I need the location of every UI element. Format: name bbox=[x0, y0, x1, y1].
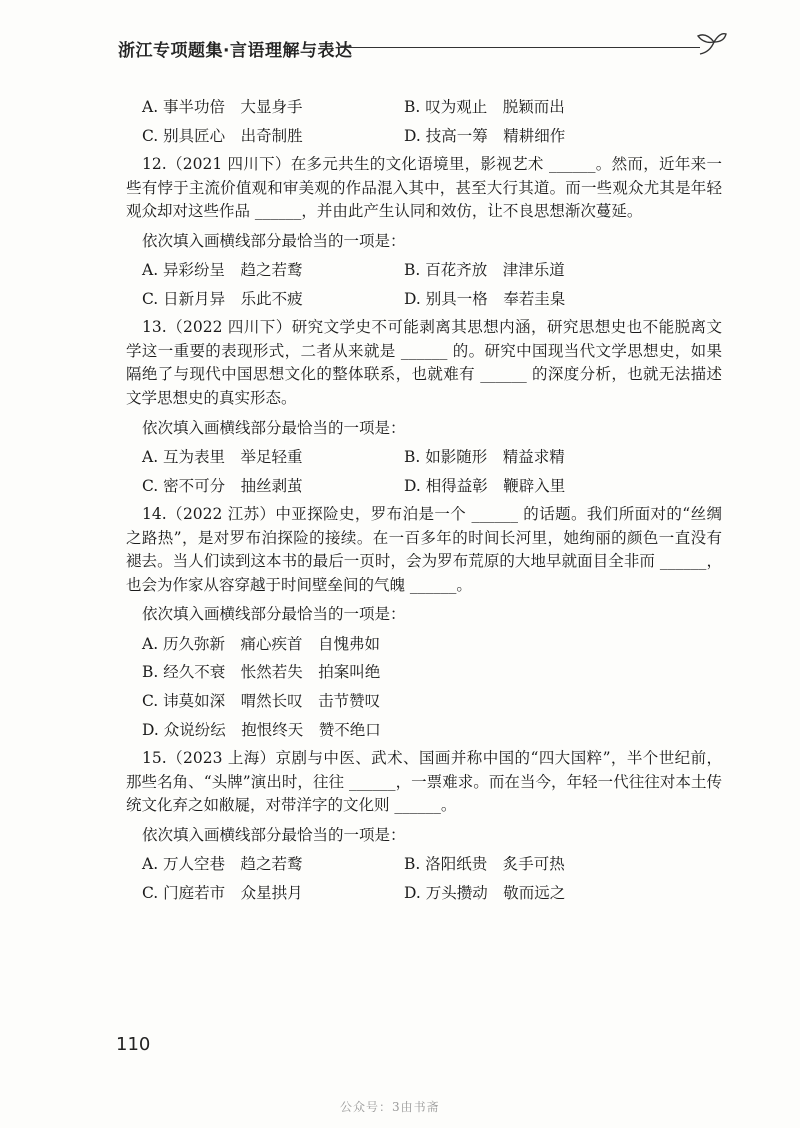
q14-option-a: A. 历久弥新 痛心疾首 自愧弗如 bbox=[142, 634, 381, 653]
question-content bbox=[126, 96, 722, 910]
q13-option-d: D. 相得益彰 鞭辟入里 bbox=[404, 476, 566, 495]
page-number: 110 bbox=[116, 1034, 151, 1055]
q15-options-row-1 bbox=[142, 853, 722, 877]
q12-prompt: 依次填入画横线部分最恰当的一项是： bbox=[142, 231, 406, 250]
q15-options-row-2 bbox=[142, 882, 722, 906]
q12-option-c: C. 日新月异 乐此不疲 bbox=[142, 289, 303, 308]
q12-options-row-2 bbox=[142, 288, 722, 312]
q12-option-b: B. 百花齐放 津津乐道 bbox=[404, 261, 565, 280]
q11-options-row-2 bbox=[142, 125, 722, 149]
q15-option-b: B. 洛阳纸贵 炙手可热 bbox=[404, 855, 565, 874]
q14-option-c: C. 讳莫如深 喟然长叹 击节赞叹 bbox=[142, 692, 381, 711]
q11-option-a: A. 事半功倍 大显身手 bbox=[142, 98, 303, 116]
q11-options-row-1 bbox=[142, 96, 722, 120]
q14-stem: 14.（2022 江苏）中亚探险史，罗布泊是一个 ______ 的话题。我们所面对的“丝绸之路热”，是对罗布泊探险的接续。在一百多年的时间长河里，她绚丽的颜色一直没有褪去。当人们读到这本书的最后一页时，会为罗布荒原的大地早就面目全非而 ______，也会为作家从容穿越于时间壁垒间的气魄 ______。 bbox=[126, 505, 722, 594]
q14-option-b: B. 经久不衰 怅然若失 拍案叫绝 bbox=[142, 663, 381, 682]
q12-option-d: D. 别具一格 奉若圭臬 bbox=[404, 289, 566, 308]
q12-options-row-1 bbox=[142, 259, 722, 283]
q15-prompt: 依次填入画横线部分最恰当的一项是： bbox=[142, 825, 406, 844]
q15-option-d: D. 万头攒动 敬而远之 bbox=[404, 883, 566, 902]
q15-stem: 15.（2023 上海）京剧与中医、武术、国画并称中国的“四大国粹”，半个世纪前，那些名角、“头牌”演出时，往往 ______，一票难求。而在当今，年轻一代往往对本土传统文化弃之如敝屣，对带洋字的文化则 ______。 bbox=[126, 749, 722, 815]
q15-option-c: C. 门庭若市 众星拱月 bbox=[142, 883, 303, 902]
q13-prompt: 依次填入画横线部分最恰当的一项是： bbox=[142, 418, 406, 437]
header-rule bbox=[340, 47, 700, 48]
header-title: 浙江专项题集·言语理解与表达 bbox=[118, 41, 353, 61]
q13-stem: 13.（2022 四川下）研究文学史不可能剥离其思想内涵，研究思想史也不能脱离文学这一重要的表现形式，二者从来就是 ______ 的。研究中国现当代文学思想史，如果隔绝了与现代中国思想文化的整体联系，也就难有 ______ 的深度分析，也就无法描述文学思想史的真实形态。 bbox=[126, 318, 722, 408]
q13-option-a: A. 互为表里 举足轻重 bbox=[142, 448, 303, 467]
running-header bbox=[118, 34, 722, 62]
q13-option-c: C. 密不可分 抽丝剥茧 bbox=[142, 476, 303, 495]
q11-option-c: C. 别具匠心 出奇制胜 bbox=[142, 126, 303, 145]
watermark: 公众号：3由书斋 bbox=[340, 1100, 440, 1114]
q15-option-a: A. 万人空巷 趋之若鹜 bbox=[142, 855, 303, 874]
q14-option-d: D. 众说纷纭 抱恨终天 赞不绝口 bbox=[142, 720, 381, 739]
q12-option-a: A. 异彩纷呈 趋之若鹜 bbox=[142, 261, 303, 280]
q14-prompt: 依次填入画横线部分最恰当的一项是： bbox=[142, 605, 406, 624]
q12-stem: 12.（2021 四川下）在多元共生的文化语境里，影视艺术 ______。然而，近年来一些有悖于主流价值观和审美观的作品混入其中，甚至大行其道。而一些观众尤其是年轻观众却对这些作品 ______，并由此产生认同和效仿，让不良思想渐次蔓延。 bbox=[126, 155, 722, 221]
sprout-icon bbox=[692, 28, 728, 60]
q11-option-b: B. 叹为观止 脱颖而出 bbox=[404, 98, 565, 116]
q13-options-row-2 bbox=[142, 475, 722, 499]
q11-option-d: D. 技高一筹 精耕细作 bbox=[404, 126, 566, 145]
q13-option-b: B. 如影随形 精益求精 bbox=[404, 448, 565, 467]
q13-options-row-1 bbox=[142, 446, 722, 470]
